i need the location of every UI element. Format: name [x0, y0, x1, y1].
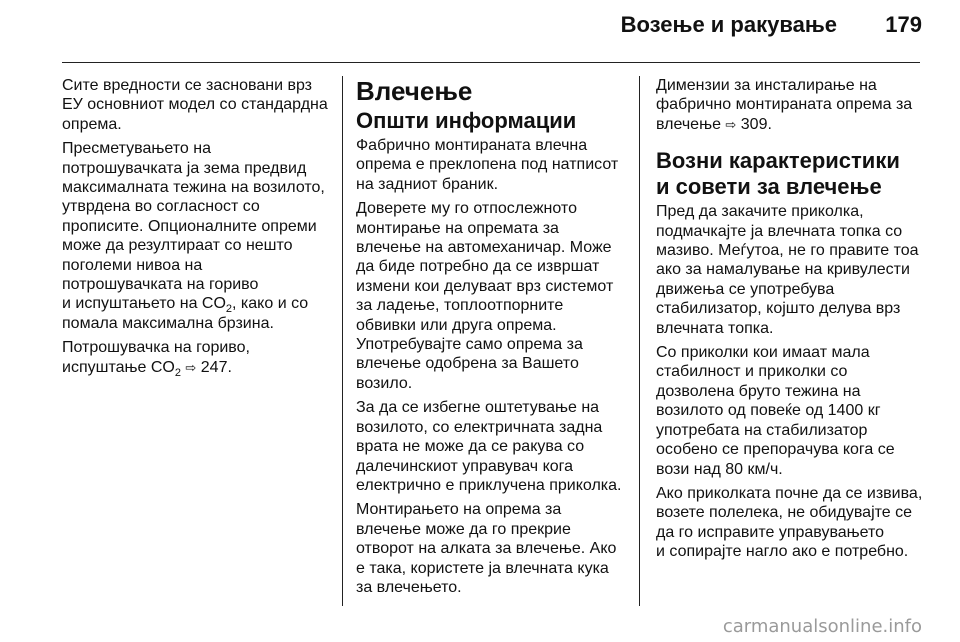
page-number: 179 [885, 12, 922, 37]
column-divider [639, 76, 640, 606]
text-run: Димензии за инсталирање на фабрично монтираната опрема за влечење [656, 77, 913, 133]
paragraph [62, 338, 340, 377]
header-rule [62, 62, 920, 63]
column-1 [62, 76, 340, 382]
paragraph: Пред да закачите приколка, подмачкајте ја влечната топка со мазиво. Меѓутоа, не го правите тоа ако за намалување на кривулести движења се употребува стабилизатор, којшто делува врз влечната топка. [656, 203, 919, 337]
page-reference[interactable]: 247. [200, 358, 232, 376]
column-3 [656, 76, 924, 567]
section-title: Возење и ракување [620, 12, 837, 37]
paragraph [656, 76, 924, 134]
paragraph: Фабрично монтираната влечна опрема е преклопена под натписот на задниот браник. [356, 137, 619, 193]
paragraph: За да се избегне оштетување на возилото, со електричната задна врата не може да се ракува со далечинскиот управувач кога електрично е приклучена приколка. [356, 399, 622, 494]
paragraph [62, 139, 340, 333]
paragraph: Сите вредности се засновани врз ЕУ основниот модел со стандардна опрема. [62, 77, 328, 133]
subsection-heading: Возни карактеристики и совети за влечење [656, 148, 900, 200]
page-reference[interactable]: 309. [740, 115, 772, 133]
paragraph: Со приколки кои имаат мала стабилност и приколки со дозволена бруто тежина на возилото од повеќе од 1400 кг употребата на стабилизатор особено се препорачува кога се вози над 80 км/ч. [656, 344, 895, 478]
reference-arrow-icon: ⇨ [185, 359, 197, 375]
paragraph: Монтирањето на опрема за влечење може да го прекрие отворот на алката за влечење. Ако е така, користете ја влечната кука за влечењето. [356, 501, 617, 596]
section-heading: Влечење [356, 76, 473, 106]
paragraph: Доверете му го отпослежното монтирање на опремата за влечење на автомеханичар. Може да биде потребно да се извршат измени кои делуваат врз системот за ладење, топлоотпорните обвивки или друга опрема. Употребувајте само опрема за влечење одобрена за Вашето возило. [356, 200, 614, 392]
column-divider [342, 76, 343, 606]
reference-arrow-icon: ⇨ [725, 116, 737, 132]
paragraph: Ако приколката почне да се извива, возете полелека, не обидувајте се да го исправите управувањето и сопирајте нагло ако е потребно. [656, 484, 923, 561]
subscript: 2 [174, 366, 181, 379]
column-2 [356, 76, 626, 602]
subsection-heading: Општи информации [356, 108, 577, 133]
subscript: 2 [225, 303, 233, 316]
watermark: carmanualsonline.info [722, 616, 922, 637]
text-run: Пресметувањето на потрошувачката ја зема предвид максималната тежина на возилото, утврдена во согласност со прописите. Опционалните опреми може да резултираат со нешто поголеми нивоа на потрошувачката на гориво и испуштањето на CO [62, 140, 325, 313]
text-run: , како и со помала максимална брзина. [62, 295, 309, 332]
text-run: Потрошувачка на гориво, испуштање CO [62, 339, 250, 376]
